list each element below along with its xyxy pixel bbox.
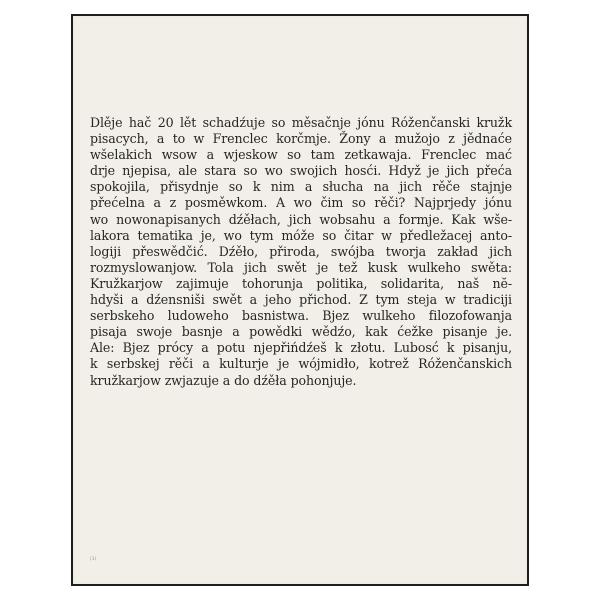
text-line: logiji přeswědčić. Dźěło, přiroda, swójba tworja zakład jich: [90, 243, 512, 259]
text-line: pisacych, a to w Frenclec korčmje. Žony a mužojo z jědnaće: [90, 131, 512, 147]
page-paper: [75, 18, 525, 582]
text-line: rozmyslowanjow. Tola jich swět je tež kusk wulkeho swěta:: [90, 259, 512, 275]
text-line: hdyši a dźensniši swět a jeho přichod. Z tym steja w tradiciji: [90, 292, 512, 308]
text-line: lakora tematika je, wo tym móže so čitar w předležacej anto-: [90, 227, 512, 243]
text-line: kružkarjow zwjazuje a do dźěła pohonjuje.: [90, 372, 357, 388]
text-line: drje njepisa, ale stara so wo swojich hosći. Hdyž je jich přeća: [90, 163, 512, 179]
page-mark: ₍₁₎: [90, 554, 97, 562]
text-line: spokojila, přisydnje so k nim a słucha na jich rěče stajnje: [90, 179, 512, 195]
book-page-frame: [71, 14, 529, 586]
text-line: přećelna a z posměwkom. A wo čim so rěči? Najprjedy jónu: [90, 195, 512, 211]
text-line: pisaja swoje basnje a powědki wědźo, kak ćežke pisanje je.: [90, 324, 512, 340]
text-line: Ale: Bjez prócy a potu njepřińdźeš k złotu. Lubosć k pisanju,: [90, 340, 512, 356]
text-line: Dlěje hač 20 lět schadźuje so měsačnje jónu Róženčanski kružk: [90, 115, 512, 130]
body-paragraph: [90, 115, 512, 389]
text-line: Kružkarjow zajimuje tohorunja politika, solidarita, naš nĕ-: [90, 275, 512, 291]
text-line: serbskeho ludoweho basnistwa. Bjez wulkeho filozofowanja: [90, 308, 512, 324]
text-line: wšelakich wsow a wjeskow so tam zetkawaja. Frenclec mać: [90, 147, 512, 163]
text-line: k serbskej rěči a kulturje je wójmidło, kotrež Róženčanskich: [90, 356, 512, 372]
text-line: wo nowonapisanych dźěłach, jich wobsahu a formje. Kak wše-: [90, 211, 512, 227]
